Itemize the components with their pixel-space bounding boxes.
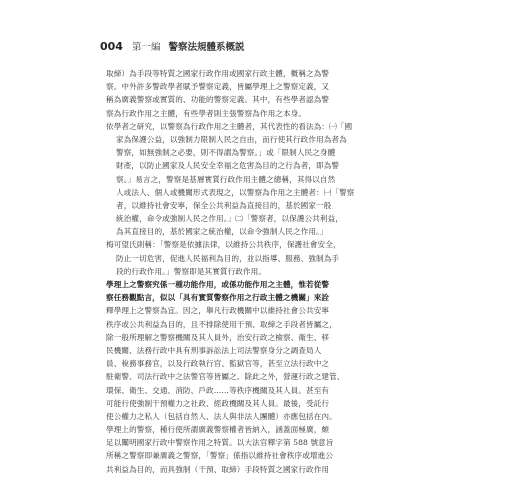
text-line: 察為行政作用之主體，有些學者則主張警察為作用之本身。	[106, 108, 307, 118]
text-line: 家為保護公益，以強制力限制人民之自由，而行使其行政作用為者為	[116, 134, 347, 144]
text-line: 釋學理上之警察為宜。因之，舉凡行政機關中以維持社會公共安寧	[106, 306, 330, 316]
text-line: 警察，如無強制之必要，則不得謂為警察。」或「限制人民之身體	[116, 148, 336, 158]
text-line: 學理上之警察究係一種功能作用，或係功能作用之主體，惟若從警	[106, 280, 330, 289]
text-line: 依學者之研究，以警察為行政作用之主體者，其代表性的看法為：㈠「國	[106, 121, 353, 131]
text-line: 員、稅務事務官，以及行政執行官、監獄官等，甚至立法行政中之	[106, 359, 330, 369]
chapter-label: 第一編	[131, 42, 161, 53]
page-number: 004	[100, 40, 123, 53]
text-line: 可能行使強制干預權力之社政、經政機關及其人員。最後，受託行	[106, 398, 330, 408]
text-line: 所稱之警察即兼廣義之警察，「警察」係指以維持社會秩序或增進公	[106, 451, 334, 461]
text-line: 統治權，命令或強制人民之作用。」㈡「警察者，以保護公共利益，	[116, 214, 344, 224]
text-line: 稱為廣義警察或實質的、功能的警察定義。其中，有些學者認為警	[106, 95, 330, 105]
text-line: 共利益為目的，而具強制（干預、取締）手段特質之國家行政作用	[106, 464, 330, 474]
text-line: 環保、衛生、交通、消防、戶政……等秩序機關及其人員。甚至有	[106, 385, 330, 395]
text-line: 防止一切危害，促進人民福利為目的，並以指導、服務、強制為手	[116, 253, 340, 263]
text-line: 秩序或公共利益為目的，且不排除使用干預、取締之手段者皆屬之，	[106, 319, 337, 329]
text-line: 除一般所理解之警察機關及其人員外，治安行政之檢察、衛生、移	[106, 332, 330, 342]
text-line: 察。中外許多警政學者賦予警察定義，皆屬學理上之警察定義，又	[106, 82, 330, 92]
text-line: 使公權力之私人（包括自然人、法人與非法人團體）亦應包括在內。	[106, 411, 337, 421]
text-line: 取締）為手段等特質之國家行政作用或國家行政主體，概稱之為警	[106, 69, 330, 78]
text-line: 足以闡明國家行政中警察作用之特質。以大法官釋字第 588 號意旨	[106, 438, 334, 448]
text-line: 察任務觀點言，似以「具有實質警察作用之行政主體之機關」來詮	[106, 293, 330, 303]
body-text	[106, 67, 422, 476]
text-line: 人或法人、個人或機關形式表現之，以警察為作用之主體者：㈠「警察	[116, 187, 355, 197]
text-line: 段的行政作用。」警察即是其實質行政作用。	[116, 266, 267, 276]
text-line: 民機關、法務行政中具有刑事訴訟法上司法警察身分之調查局人	[106, 345, 322, 355]
chapter-title: 警察法規體系概説	[168, 42, 245, 53]
text-line: 財產，以防止國家及人民安全幸福之危害為目的之行為者，即為警	[116, 161, 340, 171]
text-line: 者，以維持社會安寧，保全公共利益為直接目的，基於國家一般	[116, 200, 332, 210]
text-line: 學理上的警察，種行使所謂廣義警察權者皆納入，涵蓋面極廣，頗	[106, 425, 330, 435]
text-line: 察。」易言之，警察是基層實質行政作用主體之總稱，其得以自然	[116, 174, 336, 184]
text-line: 梅可望氏則稱：「警察是依據法律，以維持公共秩序，保護社會安全，	[106, 240, 341, 250]
text-line: 為其直接目的，基於國家之統治權，以命令強制人民之作用。」	[116, 227, 328, 237]
running-header	[100, 39, 420, 59]
text-line: 駐衛警、司法行政中之法警官等皆屬之。除此之外，營運行政之建管、	[106, 372, 345, 382]
